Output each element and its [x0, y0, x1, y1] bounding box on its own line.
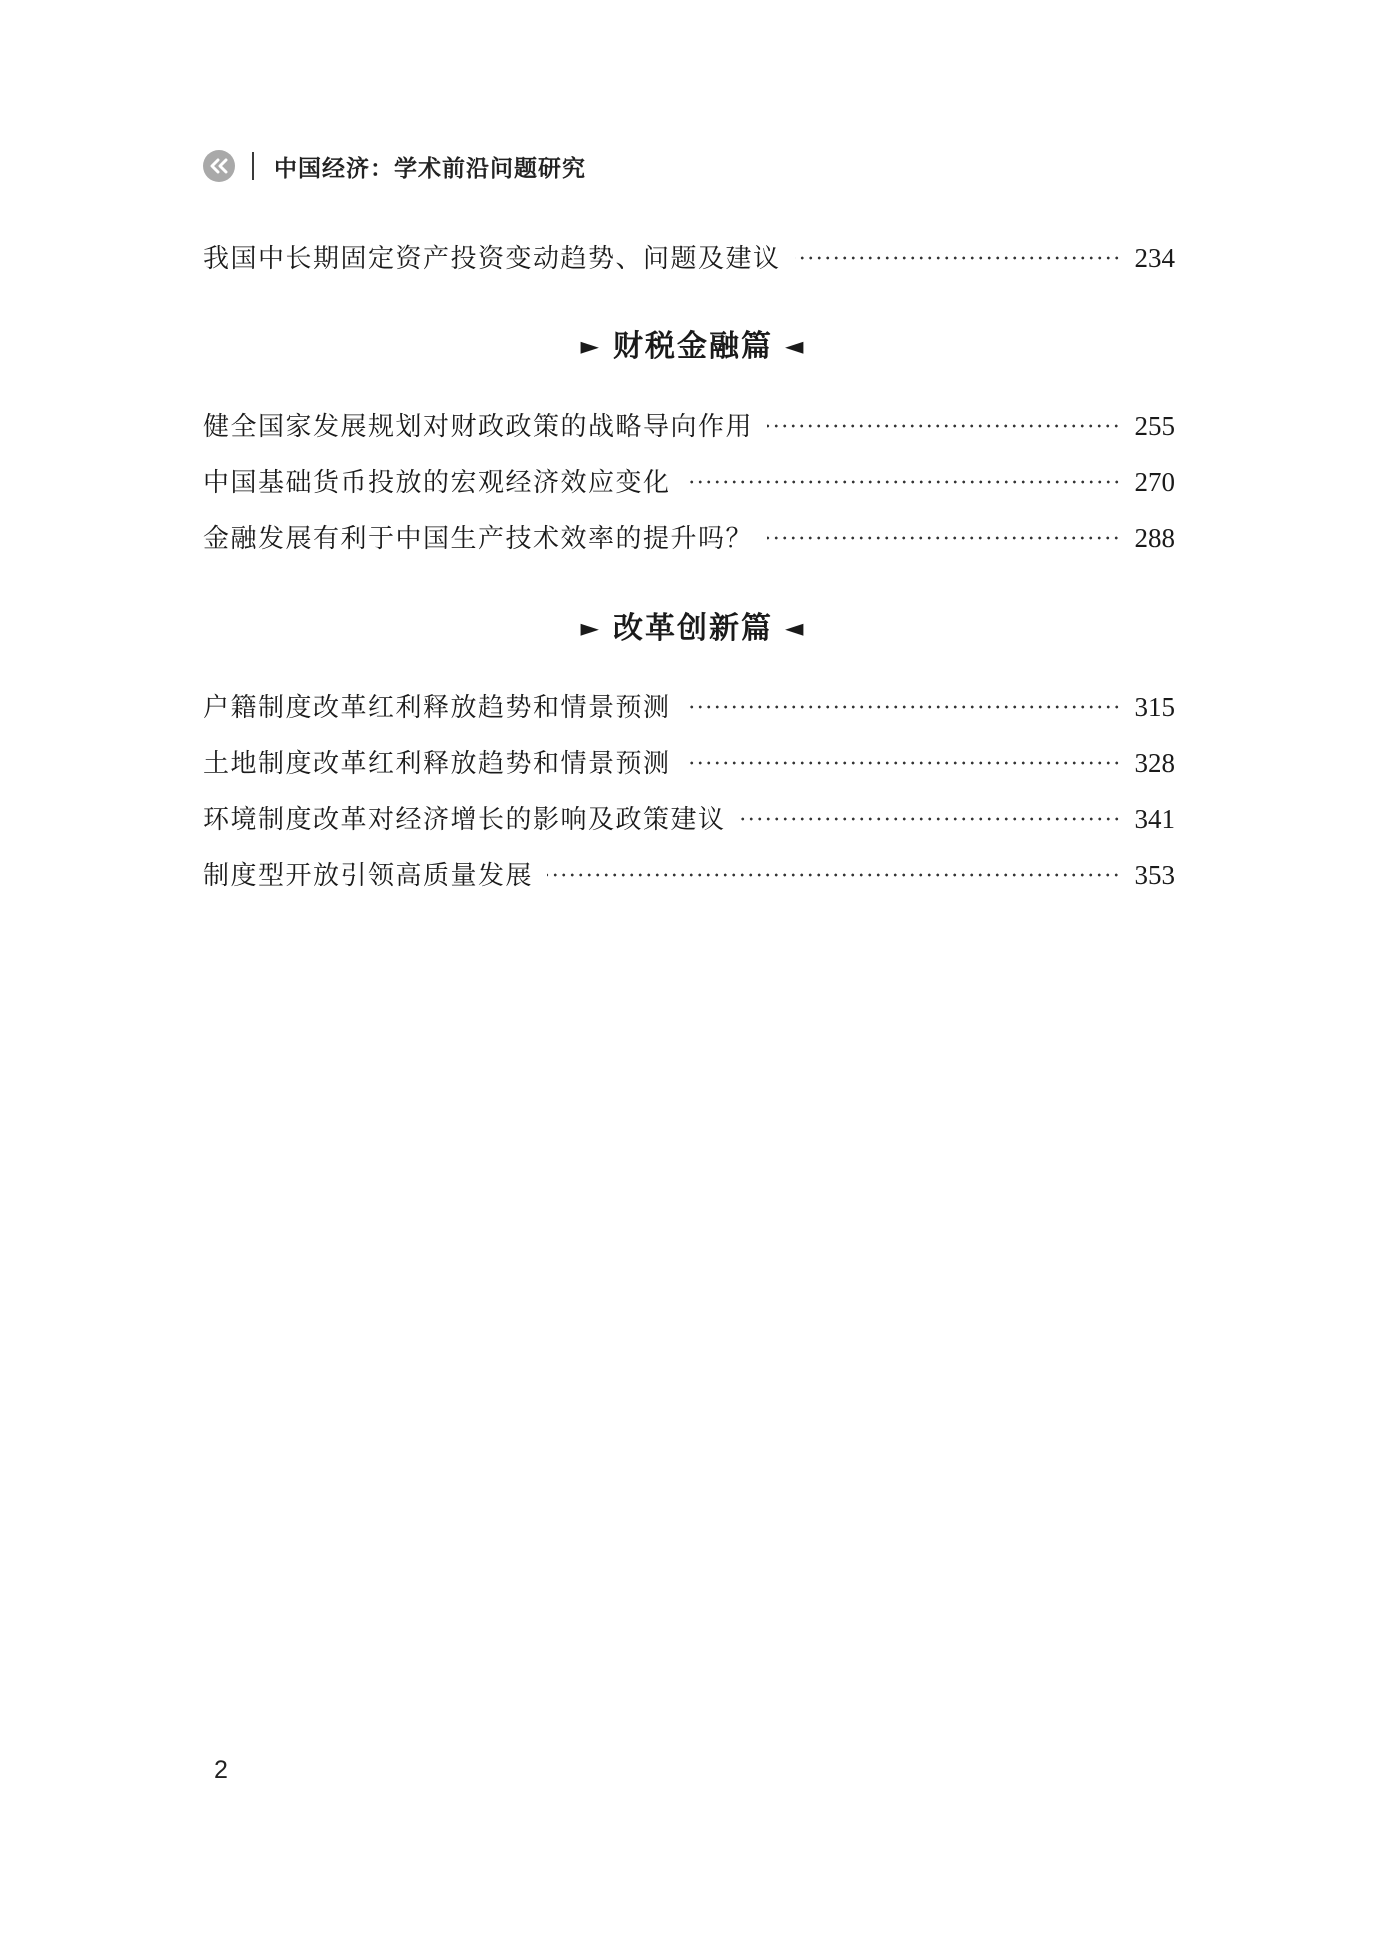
toc-entry-page: 270: [1134, 467, 1175, 497]
toc-entry-title: 健全国家发展规划对财政政策的战略导向作用: [203, 412, 754, 442]
toc-entry-title: 户籍制度改革红利释放趋势和情景预测: [203, 693, 671, 723]
toc-entry-page: 328: [1134, 748, 1175, 778]
dot-leader: [685, 469, 1121, 495]
dot-leader: [767, 413, 1120, 439]
dot-leader: [767, 525, 1120, 551]
toc-entry-title: 金融发展有利于中国生产技术效率的提升吗？: [203, 524, 754, 554]
page-number: 2: [214, 1756, 228, 1784]
section-heading: [0, 603, 1386, 647]
dot-leader: [685, 750, 1121, 776]
book-title: 中国经济：学术前沿问题研究: [274, 155, 586, 182]
double-chevron-left-icon: [203, 150, 235, 182]
toc-entry-page: 315: [1134, 692, 1175, 722]
toc-entry-page: 353: [1134, 860, 1175, 890]
toc-entry[interactable]: [203, 518, 1175, 558]
toc-entry[interactable]: [203, 743, 1175, 783]
section-heading: [0, 321, 1386, 365]
right-triangle-icon: ►: [580, 332, 601, 360]
toc-entry-title: 土地制度改革红利释放趋势和情景预测: [203, 749, 671, 779]
toc-entry[interactable]: [203, 406, 1175, 446]
left-triangle-icon: ◄: [785, 332, 806, 360]
toc-entry-title: 环境制度改革对经济增长的影响及政策建议: [203, 805, 726, 835]
dot-leader: [685, 694, 1121, 720]
toc-entry-title: 制度型开放引领高质量发展: [203, 861, 534, 891]
header-divider: [252, 152, 254, 180]
toc-entry-title: 中国基础货币投放的宏观经济效应变化: [203, 468, 671, 498]
toc-entry-page: 288: [1134, 523, 1175, 553]
toc-entry-page: 234: [1134, 243, 1175, 273]
toc-entry[interactable]: [203, 855, 1175, 895]
section-heading-text: 财税金融篇: [613, 329, 773, 364]
running-header: [203, 149, 586, 183]
toc-entry[interactable]: [203, 799, 1175, 839]
right-triangle-icon: ►: [580, 614, 601, 642]
dot-leader: [547, 862, 1120, 888]
toc-entry[interactable]: [203, 238, 1175, 278]
section-heading-text: 改革创新篇: [613, 611, 773, 646]
dot-leader: [795, 245, 1121, 271]
toc-entry[interactable]: [203, 687, 1175, 727]
toc-entry-title: 我国中长期固定资产投资变动趋势、问题及建议: [203, 244, 781, 274]
left-triangle-icon: ◄: [785, 614, 806, 642]
dot-leader: [740, 806, 1121, 832]
toc-entry-page: 341: [1134, 804, 1175, 834]
toc-entry[interactable]: [203, 462, 1175, 502]
toc-entry-page: 255: [1134, 411, 1175, 441]
